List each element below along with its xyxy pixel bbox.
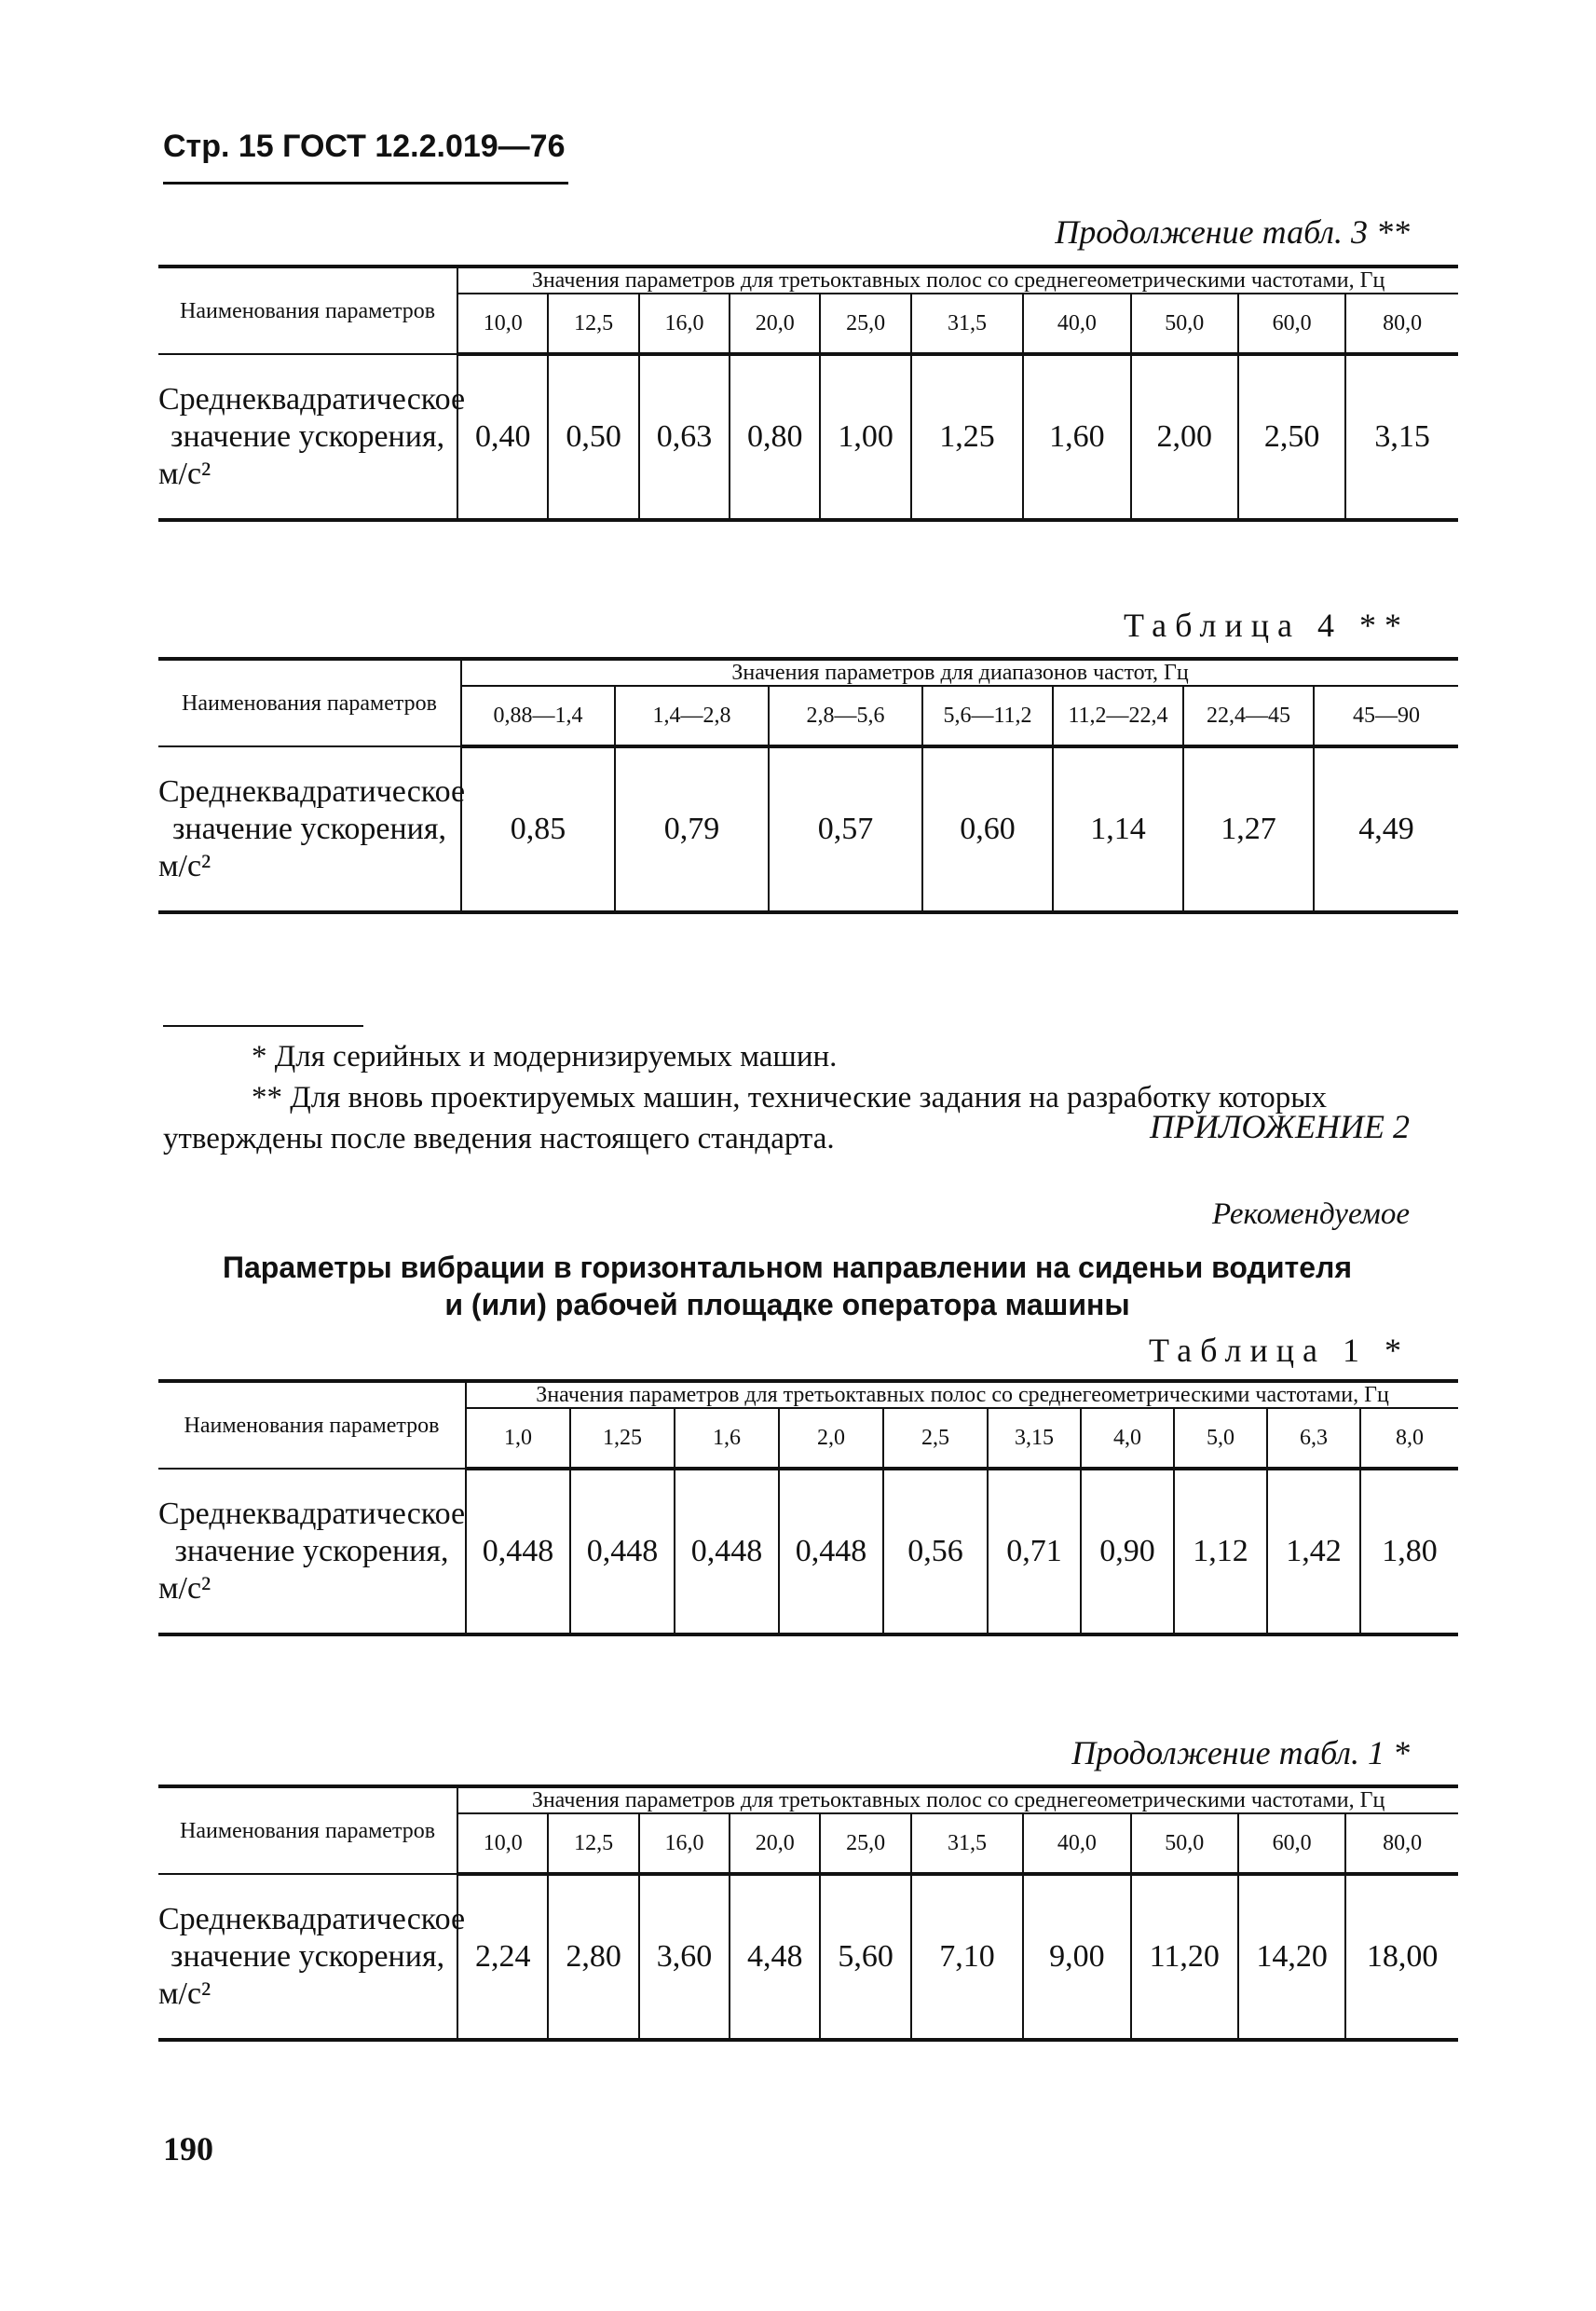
freq-header-cell: 16,0: [639, 1813, 730, 1874]
value-cell: 2,50: [1238, 354, 1345, 520]
value-cell: 4,48: [730, 1874, 820, 2040]
value-cell: 1,60: [1023, 354, 1130, 520]
value-cell: 1,14: [1053, 746, 1183, 912]
freq-header-cell: 2,8—5,6: [769, 686, 922, 746]
freq-header-cell: 25,0: [820, 1813, 910, 1874]
value-cell: 0,448: [570, 1469, 675, 1634]
freq-header-cell: 12,5: [548, 1813, 638, 1874]
freq-header-cell: 1,6: [675, 1408, 779, 1469]
value-cell: 2,24: [457, 1874, 548, 2040]
value-cell: 1,00: [820, 354, 910, 520]
row-label: Среднеквадратическое значение ускорения, м/с²: [158, 1469, 466, 1634]
freq-header-cell: 1,4—2,8: [615, 686, 769, 746]
value-row: [158, 354, 1458, 520]
freq-header-cell: 80,0: [1345, 1813, 1458, 1874]
freq-header-cell: 31,5: [911, 1813, 1023, 1874]
freq-header-cell: 11,2—22,4: [1053, 686, 1183, 746]
group-header: Значения параметров для третьоктавных полос со среднегеометрическими частотами, Гц: [457, 1786, 1458, 1813]
value-cell: 1,80: [1360, 1469, 1458, 1634]
param-name-header: Наименования параметров: [158, 267, 457, 354]
value-cell: 11,20: [1131, 1874, 1238, 2040]
freq-header-cell: 1,25: [570, 1408, 675, 1469]
param-name-header: Наименования параметров: [158, 1381, 466, 1469]
value-row: [158, 746, 1458, 912]
footnote-1: * Для серийных и модернизируемых машин.: [252, 1040, 838, 1073]
value-cell: 0,79: [615, 746, 769, 912]
group-header: Значения параметров для третьоктавных полос со среднегеометрическими частотами, Гц: [466, 1381, 1458, 1408]
param-name-header: Наименования параметров: [158, 659, 461, 746]
freq-header-cell: 0,88—1,4: [461, 686, 615, 746]
value-cell: 5,60: [820, 1874, 910, 2040]
value-cell: 0,50: [548, 354, 638, 520]
freq-header-cell: 2,0: [779, 1408, 883, 1469]
freq-header-cell: 20,0: [730, 1813, 820, 1874]
freq-header-cell: 60,0: [1238, 294, 1345, 354]
freq-header-cell: 50,0: [1131, 294, 1238, 354]
freq-header-cell: 8,0: [1360, 1408, 1458, 1469]
table-1-continuation-caption: Продолжение табл. 1 *: [1071, 1734, 1410, 1771]
value-cell: 0,40: [457, 354, 548, 520]
value-cell: 2,80: [548, 1874, 638, 2040]
value-cell: 2,00: [1131, 354, 1238, 520]
value-row: [158, 1874, 1458, 2040]
freq-header-cell: 40,0: [1023, 294, 1130, 354]
freq-header-cell: 10,0: [457, 294, 548, 354]
value-cell: 3,60: [639, 1874, 730, 2040]
appendix-status: Рекомендуемое: [1211, 1197, 1410, 1231]
freq-header-cell: 12,5: [548, 294, 638, 354]
value-cell: 14,20: [1238, 1874, 1345, 2040]
header-rule: [163, 182, 568, 185]
freq-header-cell: 50,0: [1131, 1813, 1238, 1874]
value-cell: 0,63: [639, 354, 730, 520]
freq-header-cell: 5,6—11,2: [922, 686, 1053, 746]
group-header: Значения параметров для диапазонов частот, Гц: [461, 659, 1458, 686]
value-cell: 0,56: [883, 1469, 988, 1634]
table-4-caption: Таблица 4 **: [1124, 607, 1410, 644]
value-cell: 0,71: [988, 1469, 1081, 1634]
value-cell: 0,85: [461, 746, 615, 912]
value-cell: 0,448: [466, 1469, 570, 1634]
freq-header-cell: 60,0: [1238, 1813, 1345, 1874]
footnote-rule: [163, 1025, 363, 1027]
value-row: [158, 1469, 1458, 1634]
value-cell: 0,448: [779, 1469, 883, 1634]
freq-header-cell: 4,0: [1081, 1408, 1174, 1469]
appendix-label: ПРИЛОЖЕНИЕ 2: [1150, 1108, 1410, 1145]
row-label: Среднеквадратическое значение ускорения, м/с²: [158, 1874, 457, 2040]
freq-header-cell: 1,0: [466, 1408, 570, 1469]
value-cell: 7,10: [911, 1874, 1023, 2040]
group-header: Значения параметров для третьоктавных полос со среднегеометрическими частотами, Гц: [457, 267, 1458, 294]
value-cell: 1,25: [911, 354, 1023, 520]
appendix-title-line-2: и (или) рабочей площадке оператора машины: [444, 1288, 1130, 1321]
table-3-continuation-caption: Продолжение табл. 3 **: [1055, 213, 1410, 251]
freq-header-cell: 25,0: [820, 294, 910, 354]
freq-header-cell: 20,0: [730, 294, 820, 354]
page-header: Стр. 15 ГОСТ 12.2.019—76: [163, 129, 566, 164]
freq-header-cell: 16,0: [639, 294, 730, 354]
footnote-2: ** Для вновь проектируемых машин, технические задания на разработку которых утверждены после введения настоящего стандарта.: [163, 1081, 1327, 1156]
freq-header-cell: 22,4—45: [1183, 686, 1314, 746]
value-cell: 3,15: [1345, 354, 1458, 520]
freq-header-cell: 10,0: [457, 1813, 548, 1874]
value-cell: 0,60: [922, 746, 1053, 912]
value-cell: 9,00: [1023, 1874, 1130, 2040]
table-3-continuation: [158, 265, 1458, 522]
table-1-caption: Таблица 1 *: [1149, 1332, 1410, 1369]
value-cell: 0,57: [769, 746, 922, 912]
table-1: [158, 1379, 1458, 1636]
freq-header-cell: 80,0: [1345, 294, 1458, 354]
value-cell: 0,90: [1081, 1469, 1174, 1634]
row-label: Среднеквадратическое значение ускорения, м/с²: [158, 746, 461, 912]
value-cell: 0,80: [730, 354, 820, 520]
freq-header-cell: 2,5: [883, 1408, 988, 1469]
value-cell: 0,448: [675, 1469, 779, 1634]
row-label: Среднеквадратическое значение ускорения, м/с²: [158, 354, 457, 520]
param-name-header: Наименования параметров: [158, 1786, 457, 1874]
value-cell: 1,12: [1174, 1469, 1267, 1634]
freq-header-cell: 45—90: [1314, 686, 1458, 746]
value-cell: 4,49: [1314, 746, 1458, 912]
freq-header-cell: 31,5: [911, 294, 1023, 354]
freq-header-cell: 5,0: [1174, 1408, 1267, 1469]
value-cell: 1,42: [1267, 1469, 1360, 1634]
freq-header-cell: 40,0: [1023, 1813, 1130, 1874]
freq-header-cell: 6,3: [1267, 1408, 1360, 1469]
table-4: [158, 657, 1458, 914]
table-1-continuation: [158, 1785, 1458, 2042]
value-cell: 18,00: [1345, 1874, 1458, 2040]
value-cell: 1,27: [1183, 746, 1314, 912]
freq-header-cell: 3,15: [988, 1408, 1081, 1469]
appendix-title-line-1: Параметры вибрации в горизонтальном направлении на сиденьи водителя: [223, 1251, 1352, 1284]
page-number: 190: [163, 2130, 213, 2167]
